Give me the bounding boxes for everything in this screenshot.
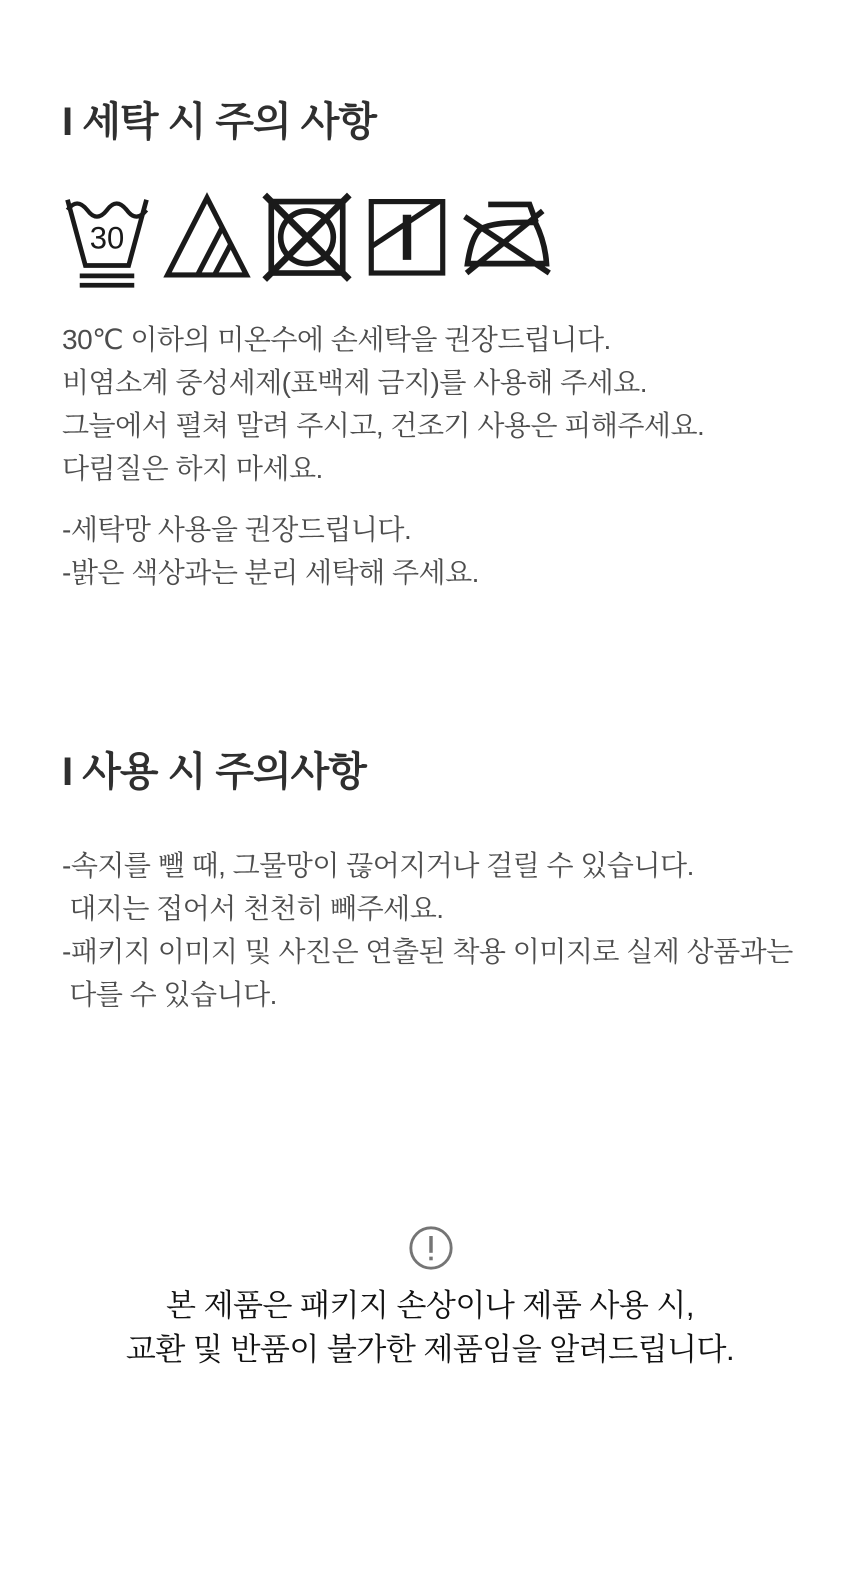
usage-note-line: 다를 수 있습니다. <box>62 979 277 1010</box>
wash-notes <box>62 508 479 594</box>
usage-section-title: I 사용 시 주의사항 <box>62 750 366 794</box>
wash-section-title: I 세탁 시 주의 사항 <box>62 100 377 144</box>
wash-instruction-line: 그늘에서 펼쳐 말려 주시고, 건조기 사용은 피해주세요. <box>62 410 705 441</box>
care-symbol-row <box>60 190 554 294</box>
no-iron-icon <box>460 190 554 294</box>
usage-note-line: -패키지 이미지 및 사진은 연출된 착용 이미지로 실제 상품과는 <box>62 936 793 967</box>
wash-instructions <box>62 318 704 490</box>
no-refund-notice <box>0 1284 860 1372</box>
wash-note-line: -밝은 색상과는 분리 세탁해 주세요. <box>62 557 479 588</box>
exclamation-circle-icon <box>407 1224 455 1272</box>
no-refund-notice-line: 교환 및 반품이 불가한 제품임을 알려드립니다. <box>125 1332 735 1367</box>
wash-temperature-label: 30 <box>89 220 125 256</box>
wash-instruction-line: 30℃ 이하의 미온수에 손세탁을 권장드립니다. <box>62 324 611 355</box>
wash-instruction-line: 다림질은 하지 마세요. <box>62 453 323 484</box>
wash-note-line: -세탁망 사용을 권장드립니다. <box>62 514 412 545</box>
no-tumble-dry-icon <box>260 190 354 294</box>
wash-30-gentle-icon <box>60 190 154 294</box>
usage-note-line: -속지를 뺄 때, 그물망이 끊어지거나 걸릴 수 있습니다. <box>62 850 694 881</box>
usage-notes <box>62 844 793 1016</box>
wash-instruction-line: 비염소계 중성세제(표백제 금지)를 사용해 주세요. <box>62 367 648 398</box>
no-refund-notice-line: 본 제품은 패키지 손상이나 제품 사용 시, <box>166 1288 694 1323</box>
hang-dry-in-shade-icon <box>360 190 454 294</box>
non-chlorine-bleach-triangle-icon <box>160 190 254 294</box>
usage-note-line: 대지는 접어서 천천히 빼주세요. <box>62 893 444 924</box>
